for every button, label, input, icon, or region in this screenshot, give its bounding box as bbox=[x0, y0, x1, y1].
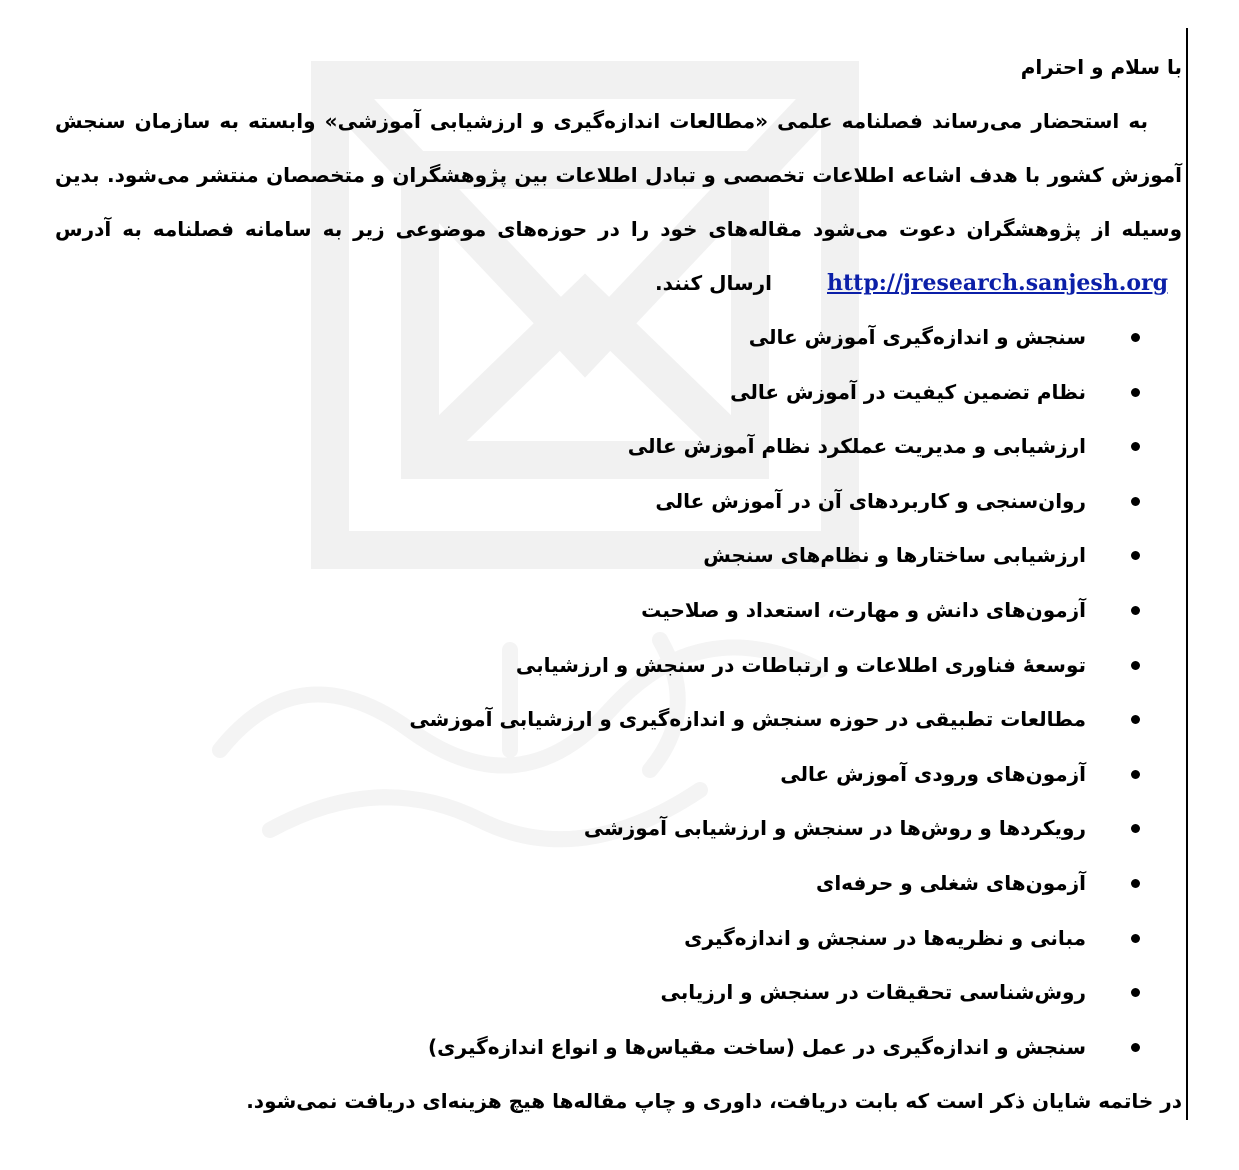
bullet-icon bbox=[1131, 606, 1140, 615]
bullet-icon bbox=[1131, 442, 1140, 451]
topic-label: آزمون‌های دانش و مهارت، استعداد و صلاحیت bbox=[641, 597, 1086, 622]
journal-url-link[interactable]: http://jresearch.sanjesh.org bbox=[827, 270, 1168, 296]
topic-label: توسعهٔ فناوری اطلاعات و ارتباطات در سنجش و ارزشیابی bbox=[515, 652, 1086, 677]
bullet-icon bbox=[1131, 770, 1140, 779]
bullet-icon bbox=[1131, 934, 1140, 943]
bullet-icon bbox=[1131, 661, 1140, 670]
topic-item bbox=[55, 965, 1182, 1020]
topic-label: آزمون‌های شغلی و حرفه‌ای bbox=[815, 870, 1086, 895]
bullet-icon bbox=[1131, 388, 1140, 397]
topic-item bbox=[55, 474, 1182, 529]
bullet-icon bbox=[1131, 551, 1140, 560]
bullet-icon bbox=[1131, 824, 1140, 833]
bullet-icon bbox=[1131, 988, 1140, 997]
topic-item bbox=[55, 638, 1182, 693]
right-margin-rule bbox=[1186, 28, 1188, 1120]
bullet-icon bbox=[1131, 497, 1140, 506]
topic-item bbox=[55, 1020, 1182, 1075]
topic-label: سنجش و اندازه‌گیری آموزش عالی bbox=[748, 325, 1086, 349]
topic-label: ارزشیابی ساختارها و نظام‌های سنجش bbox=[703, 543, 1086, 568]
bullet-icon bbox=[1131, 879, 1140, 888]
announcement-document bbox=[55, 40, 1182, 1128]
topic-label: مطالعات تطبیقی در حوزه سنجش و اندازه‌گیری و ارزشیابی آموزشی bbox=[409, 707, 1086, 732]
topic-item bbox=[55, 310, 1182, 365]
closing-paragraph: در خاتمه شایان ذکر است که بابت دریافت، داوری و چاپ مقاله‌ها هیچ هزینه‌ای دریافت نمی‌شود. bbox=[246, 1089, 1182, 1114]
topic-item bbox=[55, 856, 1182, 911]
topic-list bbox=[55, 310, 1182, 1074]
topic-item bbox=[55, 911, 1182, 966]
intro-paragraph bbox=[55, 94, 1182, 310]
topic-label: رویکردها و روش‌ها در سنجش و ارزشیابی آموزشی bbox=[583, 816, 1086, 841]
intro-text: به استحضار می‌رساند فصلنامه علمی «مطالعات اندازه‌گیری و ارزشیابی آموزشی» وابسته به سازمان سنجش آموزش کشور با هدف اشاعه اطلاعات تخصصی و تبادل اطلاعات بین پژوهشگران و متخصصان منتشر می‌شود. بدین وسیله از پژوهشگران دعوت می‌شود مقاله‌های خود را در حوزه‌های موضوعی زیر به سامانه فصلنامه به آدرس bbox=[55, 109, 1182, 241]
topic-item bbox=[55, 692, 1182, 747]
greeting: با سلام و احترام bbox=[1020, 55, 1182, 79]
bullet-icon bbox=[1131, 333, 1140, 342]
topic-label: سنجش و اندازه‌گیری در عمل (ساخت مقیاس‌ها و انواع اندازه‌گیری) bbox=[428, 1034, 1086, 1059]
bullet-icon bbox=[1131, 715, 1140, 724]
topic-item bbox=[55, 365, 1182, 420]
topic-item bbox=[55, 583, 1182, 638]
intro-text-end: ارسال کنند. bbox=[655, 271, 773, 295]
topic-label: روان‌سنجی و کاربردهای آن در آموزش عالی bbox=[655, 488, 1086, 513]
topic-label: ارزشیابی و مدیریت عملکرد نظام آموزش عالی bbox=[627, 434, 1086, 459]
bullet-icon bbox=[1131, 1043, 1140, 1052]
topic-label: روش‌شناسی تحقیقات در سنجش و ارزیابی bbox=[660, 980, 1086, 1005]
topic-label: نظام تضمین کیفیت در آموزش عالی bbox=[730, 379, 1086, 404]
topic-item bbox=[55, 419, 1182, 474]
topic-item bbox=[55, 801, 1182, 856]
topic-label: آزمون‌های ورودی آموزش عالی bbox=[780, 761, 1086, 786]
topic-item bbox=[55, 528, 1182, 583]
topic-item bbox=[55, 747, 1182, 802]
topic-label: مبانی و نظریه‌ها در سنجش و اندازه‌گیری bbox=[684, 925, 1086, 950]
